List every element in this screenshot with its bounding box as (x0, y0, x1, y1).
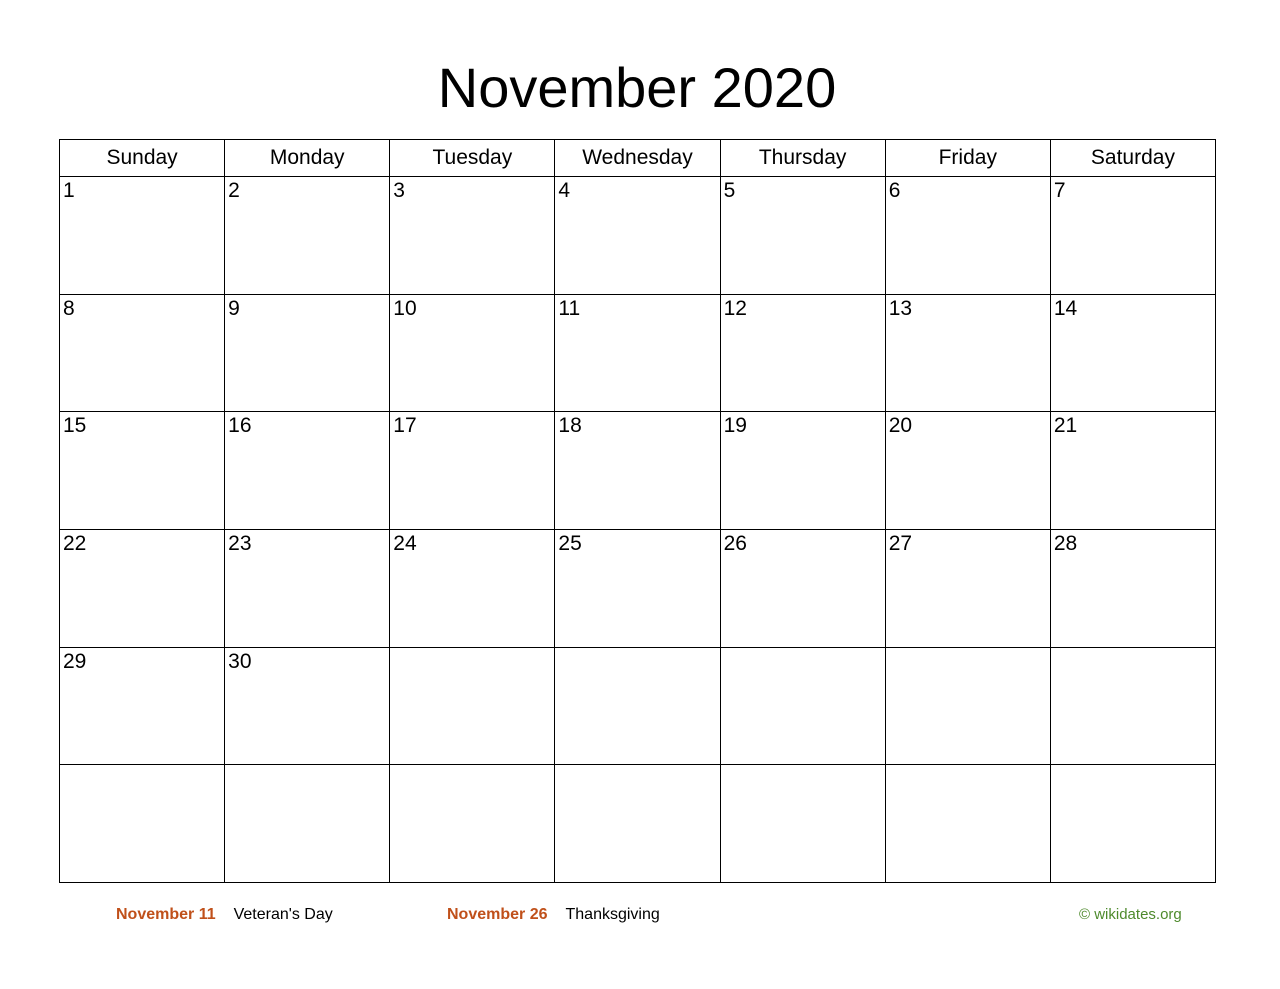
calendar-title: November 2020 (437, 56, 837, 119)
day-cell (1050, 529, 1215, 647)
weekday-header-tuesday: Tuesday (390, 140, 555, 177)
week-row (60, 294, 1216, 412)
day-cell (555, 529, 720, 647)
day-cell (885, 647, 1050, 765)
day-number: 12 (723, 296, 747, 320)
week-row (60, 529, 1216, 647)
day-cell (390, 294, 555, 412)
day-number: 14 (1053, 296, 1078, 320)
day-number: 18 (558, 414, 582, 438)
day-cell (720, 765, 885, 883)
day-number: 22 (63, 531, 87, 555)
day-number (1051, 765, 1215, 767)
day-number: 25 (558, 531, 582, 555)
day-number (721, 765, 885, 767)
day-number: 13 (888, 296, 913, 320)
day-cell (555, 294, 720, 412)
day-cell (225, 647, 390, 765)
day-cell (390, 765, 555, 883)
day-number (225, 765, 389, 767)
day-cell (60, 529, 225, 647)
day-number: 15 (63, 414, 87, 438)
week-row (60, 765, 1216, 883)
day-number: 29 (63, 649, 87, 673)
day-cell (555, 412, 720, 530)
day-cell (1050, 647, 1215, 765)
day-cell (885, 765, 1050, 883)
day-cell (390, 412, 555, 530)
day-number: 8 (63, 296, 75, 320)
day-cell (225, 294, 390, 412)
day-cell (225, 177, 390, 295)
day-cell (390, 529, 555, 647)
day-cell (720, 294, 885, 412)
day-number (390, 765, 554, 767)
day-cell (885, 294, 1050, 412)
weekday-header-row (60, 140, 1216, 177)
weekday-header-friday: Friday (885, 140, 1050, 177)
day-number: 24 (393, 531, 417, 555)
day-cell (720, 412, 885, 530)
day-number: 3 (393, 179, 405, 202)
day-cell (720, 177, 885, 295)
weekday-header-wednesday: Wednesday (555, 140, 720, 177)
day-cell (885, 529, 1050, 647)
week-row (60, 177, 1216, 295)
day-cell (555, 765, 720, 883)
day-cell (720, 529, 885, 647)
day-number (886, 648, 1050, 650)
day-cell (885, 177, 1050, 295)
day-cell (885, 412, 1050, 530)
day-cell (1050, 294, 1215, 412)
day-number (555, 765, 719, 767)
day-cell (1050, 177, 1215, 295)
day-number: 4 (558, 179, 571, 202)
day-cell (60, 294, 225, 412)
day-number: 9 (228, 296, 240, 320)
holiday-item (447, 905, 660, 925)
day-cell (390, 647, 555, 765)
day-number: 6 (888, 179, 901, 202)
day-number: 20 (888, 414, 913, 438)
day-number (886, 765, 1050, 767)
holiday-date: November 26 (447, 906, 548, 923)
day-number (721, 648, 885, 650)
day-number: 27 (888, 531, 913, 555)
day-cell (1050, 412, 1215, 530)
day-number: 10 (393, 296, 417, 320)
day-number (555, 648, 719, 650)
day-cell (60, 765, 225, 883)
day-cell (60, 412, 225, 530)
day-number: 7 (1053, 179, 1066, 202)
day-cell (225, 412, 390, 530)
holiday-date: November 11 (116, 906, 216, 923)
weekday-header-sunday: Sunday (60, 140, 225, 177)
day-cell (225, 765, 390, 883)
day-number: 21 (1053, 414, 1078, 438)
day-number: 19 (723, 414, 747, 438)
week-row (60, 412, 1216, 530)
day-cell (720, 647, 885, 765)
day-number (60, 765, 224, 767)
day-cell (555, 647, 720, 765)
day-number: 26 (723, 531, 747, 555)
day-cell (60, 647, 225, 765)
day-number: 30 (228, 649, 252, 673)
day-number: 5 (723, 179, 736, 202)
week-row (60, 647, 1216, 765)
day-number (1051, 648, 1215, 650)
day-number (390, 648, 554, 650)
holiday-name: Veteran's Day (233, 906, 333, 923)
day-number: 17 (393, 414, 417, 438)
holiday-name: Thanksgiving (565, 906, 660, 923)
day-number: 28 (1053, 531, 1078, 555)
weekday-header-thursday: Thursday (720, 140, 885, 177)
day-cell (1050, 765, 1215, 883)
weekday-header-saturday: Saturday (1050, 140, 1215, 177)
day-number: 16 (228, 414, 252, 438)
day-number: 2 (228, 179, 240, 202)
day-number: 11 (558, 296, 581, 320)
day-cell (390, 177, 555, 295)
day-cell (60, 177, 225, 295)
day-number: 1 (63, 179, 75, 202)
day-cell (555, 177, 720, 295)
site-credit: © wikidates.org (1079, 906, 1182, 923)
day-number: 23 (228, 531, 252, 555)
calendar-grid (59, 139, 1216, 883)
day-cell (225, 529, 390, 647)
weekday-header-monday: Monday (225, 140, 390, 177)
holiday-item (116, 905, 333, 925)
